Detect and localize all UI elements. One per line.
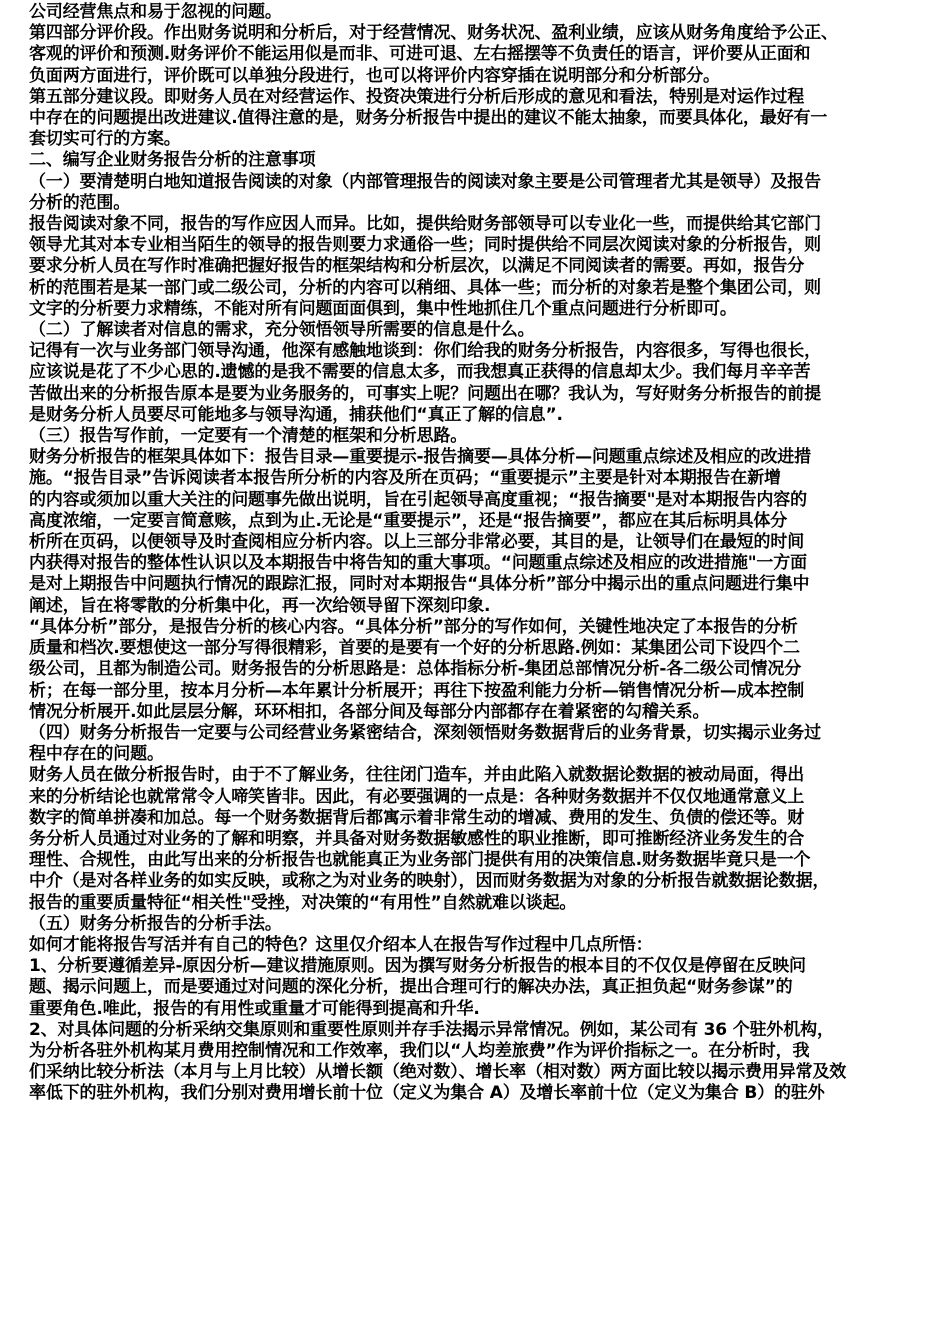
text-line: 记得有一次与业务部门领导沟通，他深有感触地谈到：你们给我的财务分析报告，内容很多，写得也很长， [29,341,821,362]
text-line: 是对上期报告中问题执行情况的跟踪汇报，同时对本期报告“具体分析”部分中揭示出的重点问题进行集中 [29,574,810,595]
text-line: 析所在页码，以便领导及时查阅相应分析内容。以上三部分非常必要，其目的是，让领导们在最短的时间 [29,532,805,553]
section-heading: 二、编写企业财务报告分析的注意事项 [29,150,316,171]
text-line: 套切实可行的方案。 [29,129,181,150]
text-line: 负面两方面进行，评价既可以单独分段进行，也可以将评价内容穿插在说明部分和分析部分。 [29,65,720,86]
text-line: 苦做出来的分析报告原本是要为业务服务的，可事实上呢？问题出在哪？我认为，写好财务分析报告的前提 [29,383,821,404]
text-line: 要求分析人员在写作时准确把握好报告的框架结构和分析层次，以满足不同阅读者的需要。再如，报告分 [29,256,805,277]
text-line: 析的范围若是某一部门或二级公司，分析的内容可以稍细、具体一些；而分析的对象若是整个集团公司，则 [29,277,821,298]
text-line: 高度浓缩，一定要言简意赅，点到为止.无论是“重要提示”，还是“报告摘要”，都应在其后标明具体分 [29,510,788,531]
subsection-heading: （二）了解读者对信息的需求，充分领悟领导所需要的信息是什么。 [29,320,535,341]
text-line: 情况分析展开.如此层层分解，环环相扣，各部分间及每部分内部都存在着紧密的勾稽关系。 [29,701,710,722]
text-line: 来的分析结论也就常常令人啼笑皆非。因此，有必要强调的一点是：各种财务数据并不仅仅地通常意义上 [29,786,805,807]
text-line: 2、对具体问题的分析采纳交集原则和重要性原则并存手法揭示异常情况。例如，某公司有 36 个驻外机构， [29,1019,834,1040]
text-line: 如何才能将报告写活并有自己的特色？这里仅介绍本人在报告写作过程中几点所悟： [29,934,653,955]
text-line: 第四部分评价段。作出财务说明和分析后，对于经营情况、财务状况、盈利业绩，应该从财务角度给予公正、 [29,23,838,44]
text-line: 的内容或须加以重大关注的问题事先做出说明，旨在引起领导高度重视；“报告摘要"是对本期报告内容的 [29,489,807,510]
text-line: 中存在的问题提出改进建议.值得注意的是，财务分析报告中提出的建议不能太抽象，而要具体化，最好有一 [29,108,828,129]
text-line: “具体分析”部分，是报告分析的核心内容。“具体分析”部分的写作如何，关键性地决定了本报告的分析 [29,616,798,637]
text-line: 中介（是对各样业务的如实反映，或称之为对业务的映射），因而财务数据为对象的分析报告就数据论数据， [29,871,830,892]
text-line: 施。“报告目录”告诉阅读者本报告所分析的内容及所在页码；“重要提示”主要是针对本期报告在新增 [29,468,781,489]
text-line: 应该说是花了不少心思的.遗憾的是我不需要的信息太多，而我想真正获得的信息却太少。我们每月辛辛苦 [29,362,811,383]
text-line: 理性、合规性，由此写出来的分析报告也就能真正为业务部门提供有用的决策信息.财务数据毕竟只是一个 [29,850,811,871]
text-line: 领导尤其对本专业相当陌生的领导的报告则要力求通俗一些；同时提供给不同层次阅读对象的分析报告，则 [29,235,821,256]
text-line: 阐述，旨在将零散的分析集中化，再一次给领导留下深刻印象. [29,595,491,616]
subsection-heading: （三）报告写作前，一定要有一个清楚的框架和分析思路。 [29,426,468,447]
text-line: 质量和档次.要想使这一部分写得很精彩，首要的是要有一个好的分析思路.例如：某集团公司下设四个二 [29,638,800,659]
text-line: 文字的分析要力求精练，不能对所有问题面面俱到，集中性地抓住几个重点问题进行分析即可。 [29,298,737,319]
text-line: 务分析人员通过对业务的了解和明察，并具备对财务数据敏感性的职业推断，即可推断经济业务发生的合 [29,828,805,849]
subsection-heading: （一）要清楚明白地知道报告阅读的对象（内部管理报告的阅读对象主要是公司管理者尤其是领导）及报告 [29,171,821,192]
subsection-heading: 程中存在的问题。 [29,744,164,765]
text-line: 1、分析要遵循差异-原因分析—建议措施原则。因为撰写财务分析报告的根本目的不仅仅是停留在反映问 [29,956,806,977]
subsection-heading: （四）财务分析报告一定要与公司经营业务紧密结合，深刻领悟财务数据背后的业务背景，切实揭示业务过 [29,722,821,743]
subsection-heading: 分析的范围。 [29,192,131,213]
text-line: 财务人员在做分析报告时，由于不了解业务，往往闭门造车，并由此陷入就数据论数据的被动局面，得出 [29,765,805,786]
text-line: 数字的简单拼凑和加总。每一个财务数据背后都寓示着非常生动的增减、费用的发生、负债的偿还等。财 [29,807,805,828]
text-line: 第五部分建议段。即财务人员在对经营运作、投资决策进行分析后形成的意见和看法，特别是对运作过程 [29,86,805,107]
text-line: 客观的评价和预测.财务评价不能运用似是而非、可进可退、左右摇摆等不负责任的语言，评价要从正面和 [29,44,811,65]
text-line: 公司经营焦点和易于忽视的问题。 [29,2,282,22]
text-line: 率低下的驻外机构，我们分别对费用增长前十位（定义为集合 A）及增长率前十位（定义为集合 B）的驻外 [29,1083,825,1104]
subsection-heading: （五）财务分析报告的分析手法。 [29,913,282,934]
text-line: 是财务分析人员要尽可能地多与领导沟通，捕获他们“真正了解的信息”. [29,404,563,425]
text-line: 级公司，且都为制造公司。财务报告的分析思路是：总体指标分析-集团总部情况分析-各二级公司情况分 [29,659,802,680]
text-line: 财务分析报告的框架具体如下：报告目录—重要提示-报告摘要—具体分析—问题重点综述及相应的改进措 [29,447,812,468]
text-line: 报告的重要质量特征“相关性"受挫，对决策的“有用性”自然就难以谈起。 [29,892,577,913]
text-line: 内获得对报告的整体性认识以及本期报告中将告知的重大事项。“问题重点综述及相应的改进措施"一方面 [29,553,807,574]
text-line: 析；在每一部分里，按本月分析—本年累计分析展开；再往下按盈利能力分析—销售情况分析—成本控制 [29,680,805,701]
text-line: 们采纳比较分析法（本月与上月比较）从增长额（绝对数）、增长率（相对数）两方面比较以揭示费用异常及效 [29,1062,847,1083]
text-line: 重要角色.唯此，报告的有用性或重量才可能得到提高和升华. [29,998,480,1019]
text-line: 题、揭示问题上，而是要通过对问题的深化分析，提出合理可行的解决办法，真正担负起“财务参谋”的 [29,977,793,998]
text-line: 报告阅读对象不同，报告的写作应因人而异。比如，提供给财务部领导可以专业化一些，而提供给其它部门 [29,214,821,235]
text-line: 为分析各驻外机构某月费用控制情况和工作效率，我们以“人均差旅费”作为评价指标之一。在分析时，我 [29,1040,810,1061]
